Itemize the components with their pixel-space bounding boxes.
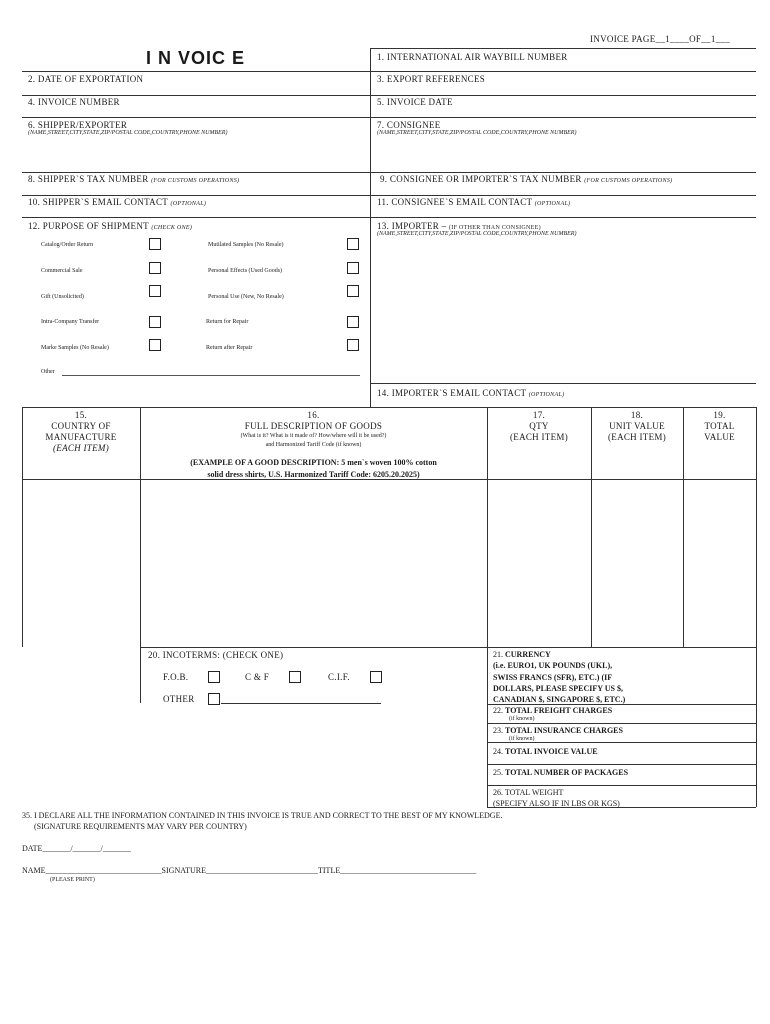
total-weight[interactable]: 26. TOTAL WEIGHT (SPECIFY ALSO IF IN LBS OR KGS): [493, 788, 620, 808]
total-invoice-value[interactable]: 24. TOTAL INVOICE VALUE: [493, 747, 598, 756]
invoice-page-label: INVOICE PAGE__1____OF__1___: [590, 34, 731, 44]
column-header-description: 16. FULL DESCRIPTION OF GOODS (What is it? What is it made of? How/where will it be used?) and Harmonized Tariff Code (if known) (EXAMPLE OF A GOOD DESCRIPTION: 5 men`s woven 100% cotton solid dress shirts, U.S. Harmonized Tariff Code: 6205.20.2025): [140, 410, 487, 481]
please-print-note: (PLEASE PRINT): [50, 877, 95, 883]
field-date-of-exportation[interactable]: 2. DATE OF EXPORTATION: [28, 74, 144, 84]
total-number-of-packages[interactable]: 25. TOTAL NUMBER OF PACKAGES: [493, 768, 629, 777]
field-importer[interactable]: 13. IMPORTER – (IF OTHER THAN CONSIGNEE): [377, 221, 541, 231]
total-currency[interactable]: 21. CURRENCY (i.e. EURO1, UK POUNDS (UKL), SWISS FRANCS (SFR), ETC.) (IF DOLLARS, PLEASE SPECIFY US $, CANADIAN $, SINGAPORE $, ETC.): [493, 650, 626, 705]
field-consignee[interactable]: 7. CONSIGNEE: [377, 120, 441, 130]
purpose-checkbox[interactable]: [149, 285, 161, 297]
field-importer-email[interactable]: 14. IMPORTER`S EMAIL CONTACT (OPTIONAL): [377, 388, 565, 398]
shipper-note: (NAME,STREET,CITY,STATE,ZIP/POSTAL CODE,COUNTRY,PHONE NUMBER): [28, 130, 228, 136]
purpose-checkbox[interactable]: [149, 316, 161, 328]
purpose-label: Return after Repair: [206, 345, 253, 351]
incoterm-cif-label: C.I.F.: [328, 672, 350, 682]
purpose-checkbox[interactable]: [149, 262, 161, 274]
field-shipper-email[interactable]: 10. SHIPPER`S EMAIL CONTACT (OPTIONAL): [28, 197, 207, 207]
total-insurance-charges[interactable]: 23. TOTAL INSURANCE CHARGES: [493, 726, 623, 735]
field-invoice-number[interactable]: 4. INVOICE NUMBER: [28, 97, 120, 107]
incoterm-cif-checkbox[interactable]: [370, 671, 382, 683]
field-consignee-tax-number[interactable]: 9. CONSIGNEE OR IMPORTER`S TAX NUMBER (FOR CUSTOMS OPERATIONS): [380, 174, 673, 184]
total-freight-charges[interactable]: 22. TOTAL FREIGHT CHARGES: [493, 706, 613, 715]
purpose-label: Intra-Company Transfer: [41, 319, 100, 325]
incoterm-fob-checkbox[interactable]: [208, 671, 220, 683]
importer-note: (NAME,STREET,CITY,STATE,ZIP/POSTAL CODE,COUNTRY,PHONE NUMBER): [377, 231, 577, 237]
description-example: (EXAMPLE OF A GOOD DESCRIPTION: 5 men`s woven 100% cotton solid dress shirts, U.S. Harmonized Tariff Code: 6205.20.2025): [190, 458, 437, 479]
incoterms-label: 20. INCOTERMS: (CHECK ONE): [148, 650, 284, 660]
purpose-label: Commercial Sale: [41, 268, 83, 274]
purpose-label: Marke Samples (No Resale): [41, 345, 109, 351]
field-purpose-of-shipment: 12. PURPOSE OF SHIPMENT (CHECK ONE): [28, 221, 193, 231]
purpose-checkbox[interactable]: [149, 339, 161, 351]
insurance-note: (if known): [509, 736, 535, 742]
column-header-qty: 17. QTY (EACH ITEM): [509, 410, 569, 442]
purpose-other-label: Other: [41, 369, 55, 375]
incoterm-cf-checkbox[interactable]: [289, 671, 301, 683]
purpose-label: Catalog/Order Return: [41, 242, 94, 248]
field-shipper-exporter[interactable]: 6. SHIPPER/EXPORTER: [28, 120, 128, 130]
field-invoice-date[interactable]: 5. INVOICE DATE: [377, 97, 453, 107]
field-awb-number[interactable]: 1. INTERNATIONAL AIR WAYBILL NUMBER: [377, 52, 568, 62]
incoterm-fob-label: F.O.B.: [163, 672, 189, 682]
field-export-references[interactable]: 3. EXPORT REFERENCES: [377, 74, 486, 84]
purpose-checkbox[interactable]: [149, 238, 161, 250]
column-header-unit-value: 18. UNIT VALUE (EACH ITEM): [607, 410, 667, 442]
incoterm-other-checkbox[interactable]: [208, 693, 220, 705]
column-header-total-value: 19. TOTAL VALUE: [704, 410, 735, 442]
purpose-label: Gift (Unsolicited): [41, 294, 84, 300]
freight-note: (if known): [509, 716, 535, 722]
column-header-country: 15. COUNTRY OF MANUFACTURE (EACH ITEM): [45, 410, 117, 453]
purpose-label: Personal Use (New, No Resale): [208, 294, 284, 300]
incoterm-other-label: OTHER: [163, 694, 195, 704]
purpose-label: Return for Repair: [206, 319, 249, 325]
purpose-checkbox[interactable]: [347, 262, 359, 274]
incoterm-other-line[interactable]: [221, 703, 381, 704]
purpose-checkbox[interactable]: [347, 316, 359, 328]
declaration-statement: 35. I DECLARE ALL THE INFORMATION CONTAINED IN THIS INVOICE IS TRUE AND CORRECT TO THE BEST OF MY KNOWLEDGE. (SIGNATURE REQUIREMENTS MAY VARY PER COUNTRY): [22, 811, 503, 831]
purpose-label: Personal Effects (Used Goods): [208, 268, 283, 274]
purpose-label: Mutilated Samples (No Resale): [208, 242, 284, 248]
consignee-note: (NAME,STREET,CITY,STATE,ZIP/POSTAL CODE,COUNTRY,PHONE NUMBER): [377, 130, 577, 136]
field-shipper-tax-number[interactable]: 8. SHIPPER`S TAX NUMBER (FOR CUSTOMS OPERATIONS): [28, 174, 240, 184]
purpose-other-line[interactable]: [62, 375, 360, 376]
invoice-title: I N VOIC E: [146, 48, 246, 68]
incoterm-cf-label: C & F: [245, 672, 270, 682]
purpose-checkbox[interactable]: [347, 339, 359, 351]
declaration-date-field[interactable]: DATE_______/_______/_______: [22, 844, 131, 853]
purpose-checkbox[interactable]: [347, 238, 359, 250]
purpose-checkbox[interactable]: [347, 285, 359, 297]
field-consignee-email[interactable]: 11. CONSIGNEE`S EMAIL CONTACT (OPTIONAL): [377, 197, 571, 207]
declaration-name-signature-title[interactable]: NAME_____________________________SIGNATURE____________________________TITLE__________________________________: [22, 866, 477, 875]
